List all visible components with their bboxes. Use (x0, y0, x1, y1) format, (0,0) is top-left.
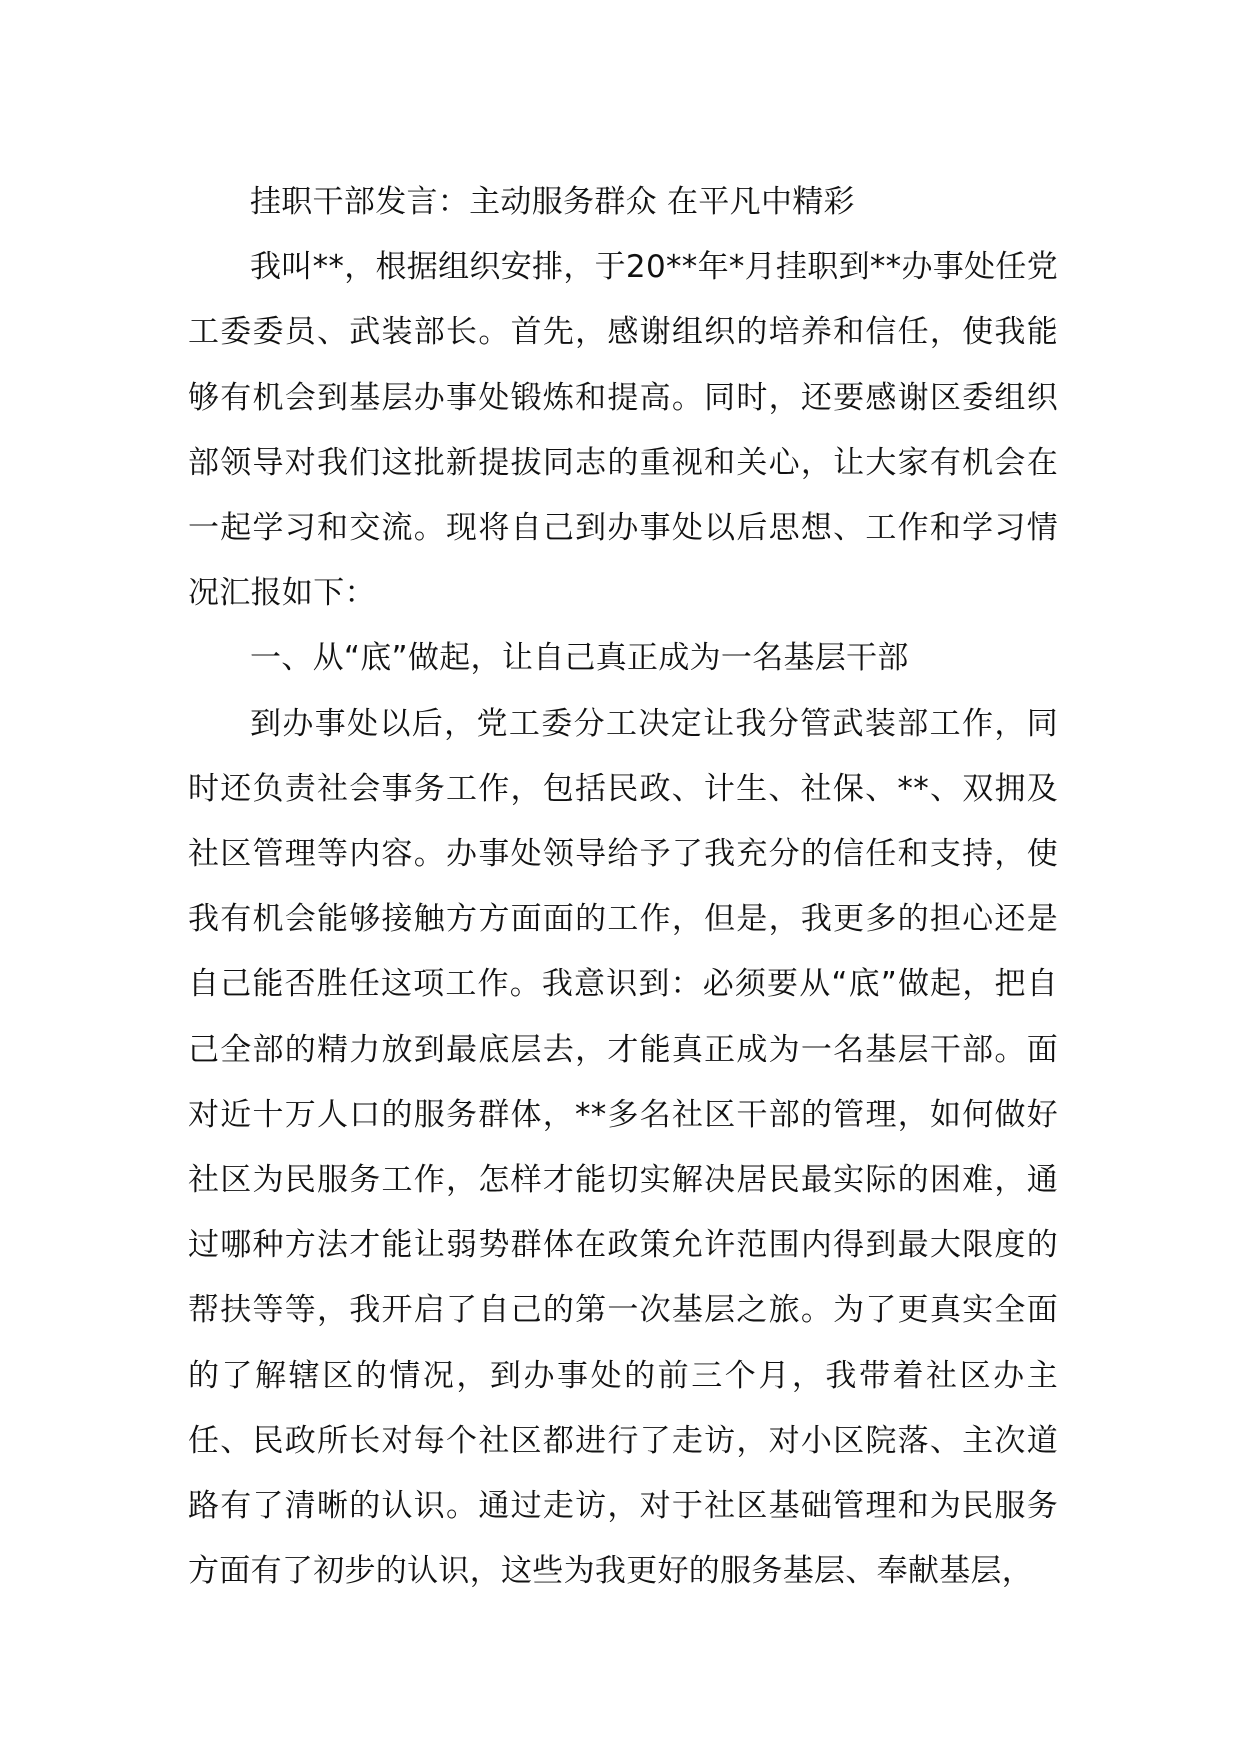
document-title: 挂职干部发言：主动服务群众 在平凡中精彩 (250, 184, 855, 220)
section-heading-1: 一、从“底”做起，让自己真正成为一名基层干部 (250, 640, 909, 677)
paragraph-section-1: 到办事处以后，党工委分工决定让我分管武装部工作，同时还负责社会事务工作，包括民政、计生、社保、**、双拥及社区管理等内容。办事处领导给予了我充分的信任和支持，使我有机会能够接触方方面面的工作，但是，我更多的担心还是自己能否胜任这项工作。我意识到：必须要从“底”做起，把自己全部的精力放到最底层去，才能真正成为一名基层干部。面对近十万人口的服务群体，**多名社区干部的管理，如何做好社区为民服务工作，怎样才能切实解决居民最实际的困难，通过哪种方法才能让弱势群体在政策允许范围内得到最大限度的帮扶等等，我开启了自己的第一次基层之旅。为了更真实全面的了解辖区的情况，到办事处的前三个月，我带着社区办主任、民政所长对每个社区都进行了走访，对小区院落、主次道路有了清晰的认识。通过走访，对于社区基础管理和为民服务方面有了初步的认识，这些为我更好的服务基层、奉献基层， (188, 705, 1058, 1590)
document-body (188, 170, 1058, 1604)
paragraph-intro: 我叫**，根据组织安排，于20**年*月挂职到**办事处任党工委委员、武装部长。首先，感谢组织的培养和信任，使我能够有机会到基层办事处锻炼和提高。同时，还要感谢区委组织部领导对我们这批新提拔同志的重视和关心，让大家有机会在一起学习和交流。现将自己到办事处以后思想、工作和学习情况汇报如下： (188, 249, 1058, 612)
